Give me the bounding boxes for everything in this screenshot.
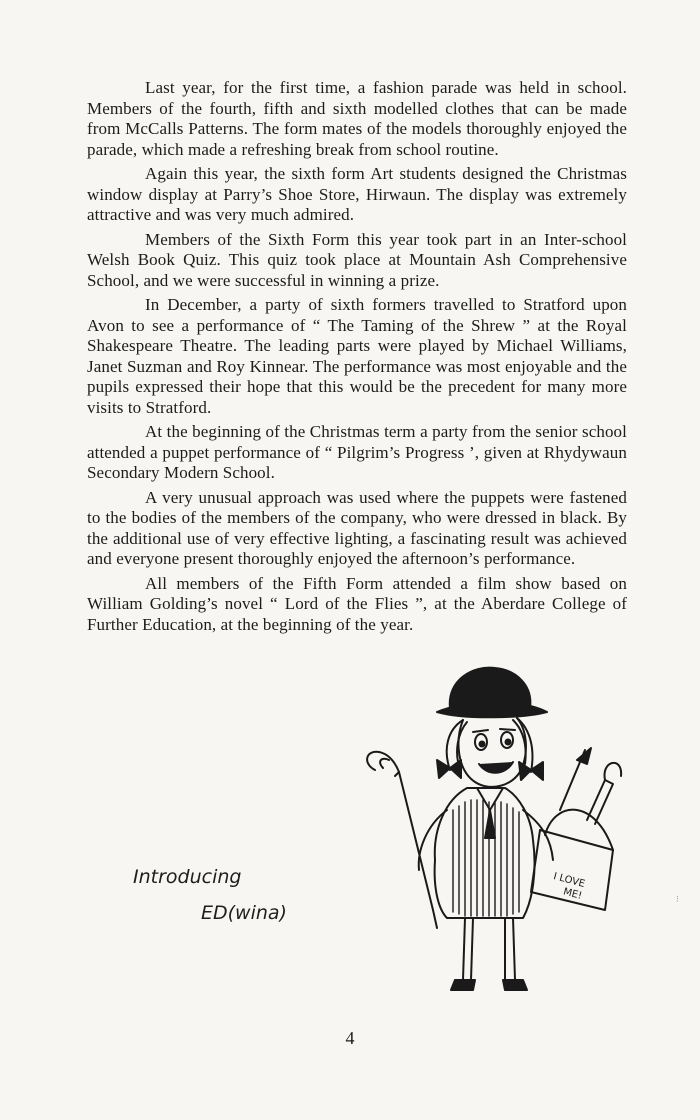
edwina-illustration xyxy=(355,660,635,1005)
paragraph-puppet-approach: A very unusual approach was used where the puppets were fastened to the bodies of the members of the company, who were dressed in black. By the additional use of very effective lighting, a fascinating result was achieved and everyone present thoroughly enjoyed the afternoon’s performance. xyxy=(87,487,627,568)
article-body xyxy=(87,78,627,639)
paragraph-puppet-performance: At the beginning of the Christmas term a party from the senior school attended a puppet performance of “ Pilgrim’s Progress ’, given at Rhydywaun Secondary Modern School. xyxy=(87,422,627,482)
paper-speck: ⁝ xyxy=(676,895,679,905)
caption-introducing: Introducing xyxy=(133,866,242,888)
caption-name: ED(wina) xyxy=(201,902,287,924)
paragraph-stratford-trip: In December, a party of sixth formers travelled to Stratford upon Avon to see a performance of “ The Taming of the Shrew ” at the Royal Shakespeare Theatre. The leading parts were played by Michael Williams, Janet Suzman and Roy Kinnear. The performance was most enjoyable and the pupils expressed their hope that this would be the precedent for many more visits to Stratford. xyxy=(87,295,627,417)
bag-text-love: I LOVE xyxy=(552,871,587,891)
paragraph-film-show: All members of the Fifth Form attended a film show based on William Golding’s novel “ Lord of the Flies ”, at the Aberdare College of Further Education, at the beginning of the year. xyxy=(87,573,627,634)
bag-text-me: ME! xyxy=(561,886,584,902)
paragraph-welsh-book-quiz: Members of the Sixth Form this year took part in an Inter-school Welsh Book Quiz. This quiz took place at Mountain Ash Comprehensive School, and we were successful in winning a prize. xyxy=(87,229,627,290)
page-number: 4 xyxy=(345,1028,355,1048)
paragraph-christmas-window: Again this year, the sixth form Art students designed the Christmas window display at Parry’s Shoe Store, Hirwaun. The display was extremely attractive and was very much admired. xyxy=(87,164,627,224)
paragraph-fashion-parade: Last year, for the first time, a fashion parade was held in school. Members of the fourth, fifth and sixth modelled clothes that can be made from McCalls Patterns. The form mates of the models thoroughly enjoyed the parade, which made a refreshing break from school routine. xyxy=(87,78,627,159)
